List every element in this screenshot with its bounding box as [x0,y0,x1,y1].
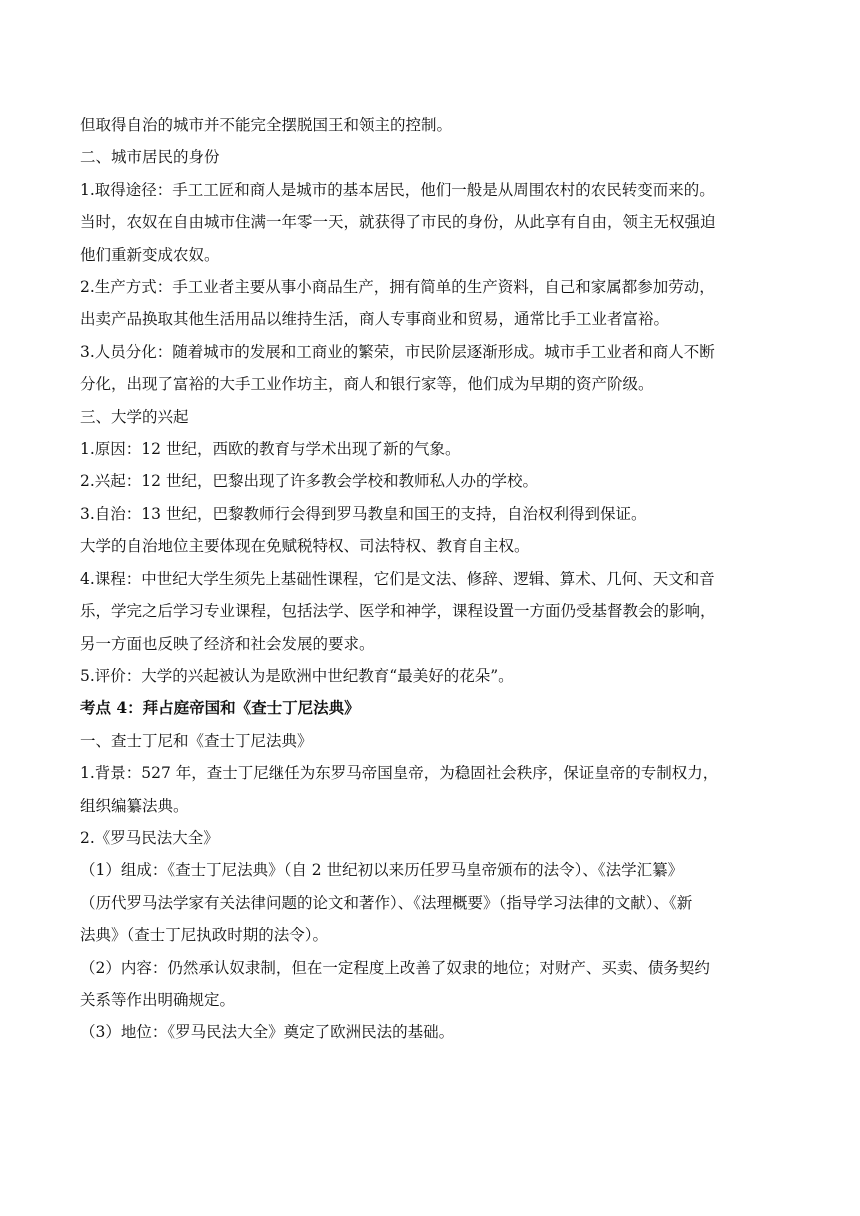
text-line: 1.取得途径：手工工匠和商人是城市的基本居民，他们一般是从周围农村的农民转变而来的。 [80,180,715,199]
text-line: 2.《罗马民法大全》 [80,828,219,847]
text-line: 另一方面也反映了经济和社会发展的要求。 [80,634,375,653]
text-line: 4.课程：中世纪大学生须先上基础性课程，它们是文法、修辞、逻辑、算术、几何、天文和音 [80,569,715,588]
text-line: （1）组成：《查士丁尼法典》（自 2 世纪初以来历任罗马皇帝颁布的法令）、《法学汇纂》 [80,861,684,880]
text-line: （3）地位：《罗马民法大全》奠定了欧洲民法的基础。 [80,1023,455,1042]
text-line: 一、查士丁尼和《查士丁尼法典》 [80,731,313,750]
document-body [80,109,786,1049]
text-line: 分化，出现了富裕的大手工业作坊主，商人和银行家等，他们成为早期的资产阶级。 [80,375,654,394]
text-line: 出卖产品换取其他生活用品以维持生活，商人专事商业和贸易，通常比手工业者富裕。 [80,310,670,329]
text-line: 乐，学完之后学习专业课程，包括法学、医学和神学，课程设置一方面仍受基督教会的影响， [80,602,716,621]
text-line: 3.自治：13 世纪，巴黎教师行会得到罗马教皇和国王的支持，自治权利得到保证。 [80,504,647,523]
text-line: 关系等作出明确规定。 [80,990,236,1009]
text-line: 3.人员分化：随着城市的发展和工商业的繁荣，市民阶层逐渐形成。城市手工业者和商人不断 [80,342,715,361]
section-heading: 考点 4：拜占庭帝国和《查士丁尼法典》 [80,698,360,718]
text-line: 组织编纂法典。 [80,796,189,815]
text-line: 当时，农奴在自由城市住满一年零一天，就获得了市民的身份，从此享有自由，领主无权强迫 [80,213,716,232]
text-line: 1.背景：527 年，查士丁尼继任为东罗马帝国皇帝，为稳固社会秩序，保证皇帝的专制权力， [80,764,719,783]
text-line: 2.兴起：12 世纪，巴黎出现了许多教会学校和教师私人办的学校。 [80,472,538,491]
text-line: 2.生产方式：手工业者主要从事小商品生产，拥有简单的生产资料，自己和家属都参加劳动， [80,278,715,297]
text-line: 二、城市居民的身份 [80,148,220,167]
text-line: 法典》（查士丁尼执政时期的法令）。 [80,926,329,945]
text-line: 三、大学的兴起 [80,407,189,426]
text-line: 但取得自治的城市并不能完全摆脱国王和领主的控制。 [80,116,453,134]
text-line: （2）内容：仍然承认奴隶制，但在一定程度上改善了奴隶的地位；对财产、买卖、债务契约 [80,958,710,977]
text-line: 他们重新变成农奴。 [80,245,220,264]
text-line: （历代罗马法学家有关法律问题的论文和著作）、《法理概要》（指导学习法律的文献）、《新 [80,893,693,912]
text-line: 1.原因：12 世纪，西欧的教育与学术出现了新的气象。 [80,440,461,459]
text-line: 大学的自治地位主要体现在免赋税特权、司法特权、教育自主权。 [80,537,530,556]
text-line: 5.评价：大学的兴起被认为是欧洲中世纪教育“最美好的花朵”。 [80,666,514,685]
